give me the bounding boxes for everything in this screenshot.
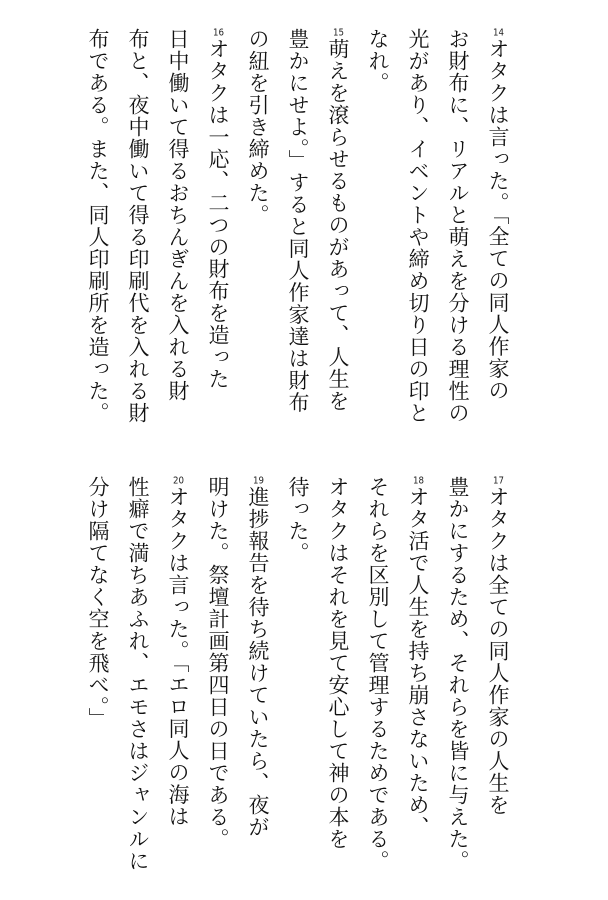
verse-text: お財布に、リアルと萌えを分ける理性の [446,28,470,424]
verse-text: 布である。また、同人印刷所を造った。 [86,28,110,424]
verse-text: オタ活で人生を持ち崩さないため、 [406,486,430,838]
text-column [278,28,318,438]
verse-block-bottom [78,476,518,886]
text-column [358,28,398,438]
text-column [438,28,478,438]
verse-text: 布と、夜中働いて得る印刷代を入れる財 [126,28,150,424]
text-column [198,476,238,886]
verse-text: オタクは言った。「エロ同人の海は [166,486,190,828]
verse-number: 20 [173,476,184,486]
text-column [398,28,438,438]
text-column [358,476,398,886]
text-column [278,476,318,886]
verse-text: 待った。 [286,476,310,564]
text-column [118,476,158,886]
verse-text: なれ。 [366,28,390,94]
text-column [478,476,518,886]
text-column [398,476,438,886]
text-column [438,476,478,886]
verse-block-top [78,28,518,438]
verse-text: 分け隔てなく空を飛べ。」 [86,476,110,730]
text-column [318,476,358,886]
verse-text: 豊かにするため、それらを皆に与えた。 [446,476,470,872]
verse-text: 進捗報告を待ち続けていたら、夜が [246,486,270,838]
verse-text: 性癖で満ちあふれ、エモさはジャンルに [126,476,150,872]
verse-number: 15 [333,28,344,38]
verse-number: 16 [213,28,224,38]
verse-number: 19 [253,476,264,486]
verse-number: 14 [493,28,504,38]
verse-number: 18 [413,476,424,486]
verse-text: オタクは一応、二つの財布を造った [206,38,230,390]
text-column [238,476,278,886]
text-column [118,28,158,438]
text-column [318,28,358,438]
text-column [198,28,238,438]
verse-text: 豊かにせよ。」すると同人作家達は財布 [286,28,310,414]
verse-text: それらを区別して管理するためである。 [366,476,390,872]
verse-text: 光があり、イベントや締め切り日の印と [406,28,430,424]
verse-text: 日中働いて得るおちんぎんを入れる財 [166,28,190,402]
verse-text: 萌えを滾らせるものがあって、人生を [326,38,350,412]
text-column [78,476,118,886]
text-column [238,28,278,438]
text-column [158,28,198,438]
verse-text: オタクは言った。「全ての同人作家の [486,38,510,402]
verse-number: 17 [493,476,504,486]
verse-text: オタクは全ての同人作家の人生を [486,486,510,816]
text-column [78,28,118,438]
text-column [158,476,198,886]
verse-text: の紐を引き締めた。 [246,28,270,226]
text-column [478,28,518,438]
verse-text: 明けた。祭壇計画第四日の日である。 [206,476,230,850]
verse-text: オタクはそれを見て安心して神の本を [326,476,350,850]
